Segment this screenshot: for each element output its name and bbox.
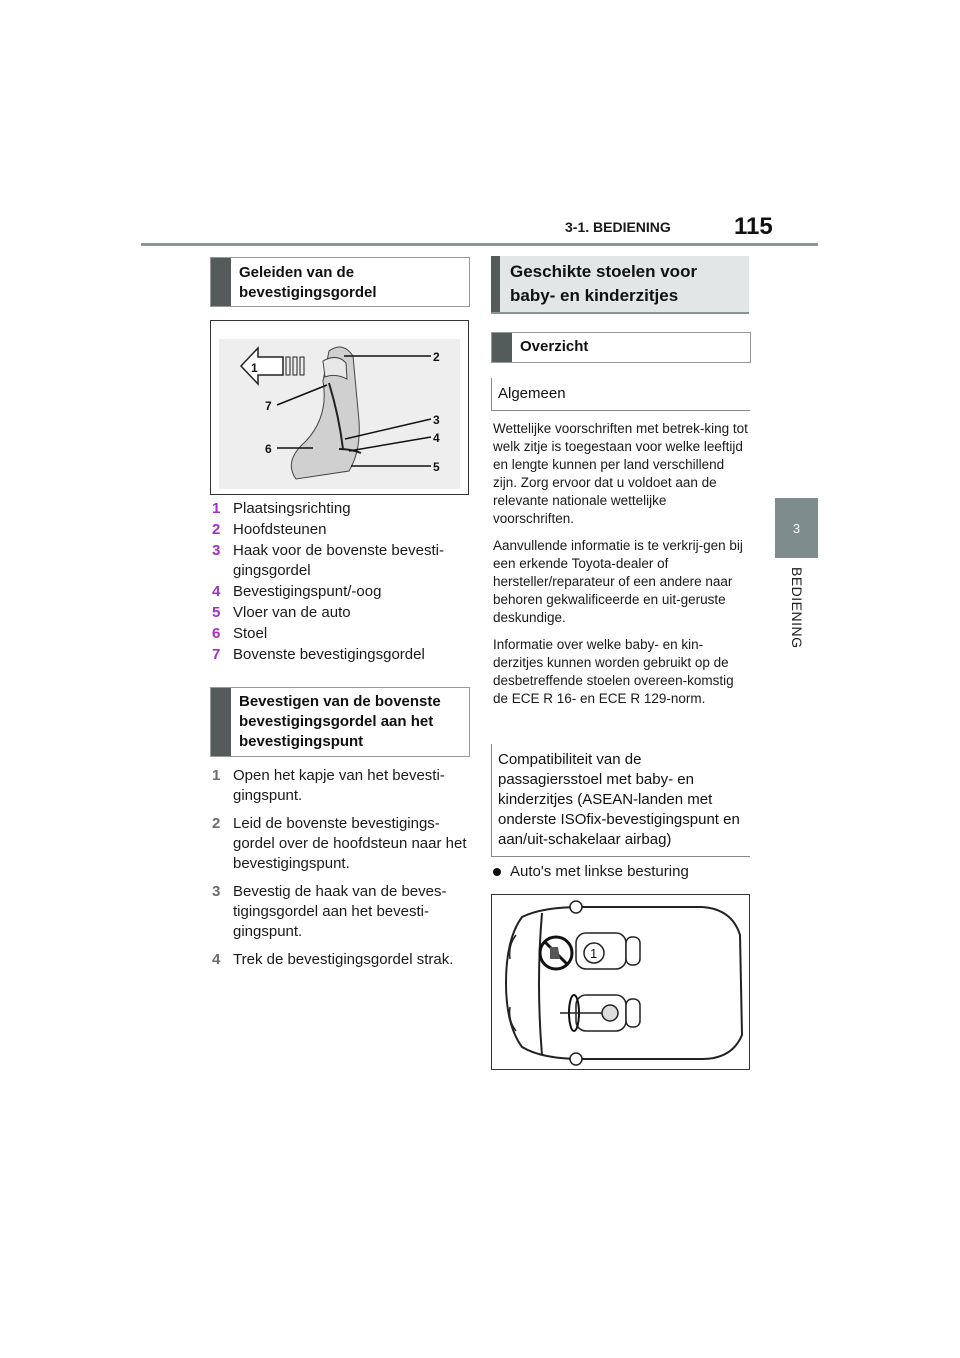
legend-item: 3 Haak voor de bovenste bevesti-gingsgordel <box>212 542 444 579</box>
chapter-tab <box>775 498 818 558</box>
steps-list <box>212 766 468 971</box>
legend-item: 1 Plaatsingsrichting <box>212 500 351 517</box>
subheading-general: Algemeen <box>491 378 750 411</box>
legend-item: 6 Stoel <box>212 625 268 642</box>
callout-5: 5 <box>433 460 440 474</box>
car-callout-1: 1 <box>590 946 598 961</box>
page-number: 115 <box>734 213 773 240</box>
paragraph-ece-norm: Informatie over welke baby- en kin-derzitjes kunnen worden gebruikt op de desbetreffende stoelen overeen-komstig de ECE R 16- en ECE R 129-norm. <box>493 637 734 706</box>
heading-guiding-tether: Geleiden van de bevestigingsgordel <box>210 257 470 307</box>
legend-item: 7 Bovenste bevestigingsgordel <box>212 646 425 663</box>
callout-7: 7 <box>265 399 272 413</box>
step-item: 1 Open het kapje van het bevesti-gingspunt. <box>212 767 445 804</box>
heading-overview: Overzicht <box>491 332 751 363</box>
subheading-compatibility: Compatibiliteit van de passagiersstoel met baby- en kinderzitjes (ASEAN-landen met onderste ISOfix-bevestigingspunt en aan/uit-schakelaar airbag) <box>491 744 750 857</box>
step-item: 3 Bevestig de haak van de beves-tigingsgordel aan het bevesti-gingspunt. <box>212 883 447 940</box>
driver-head <box>602 1005 618 1021</box>
callout-2: 2 <box>433 350 440 364</box>
chapter-number: 3 <box>792 520 801 536</box>
figure-car-top-view <box>491 894 750 1070</box>
callout-3: 3 <box>433 413 440 427</box>
seat-diagram <box>211 321 468 494</box>
figure-legend <box>212 499 468 666</box>
callout-6: 6 <box>265 442 272 456</box>
callout-4: 4 <box>433 431 440 445</box>
legend-item: 5 Vloer van de auto <box>212 604 351 621</box>
legend-item: 2 Hoofdsteunen <box>212 521 327 538</box>
step-item: 2 Leid de bovenste bevestigings-gordel over de hoofdsteun naar het bevestigingspunt. <box>212 815 467 872</box>
paragraph-regulations: Wettelijke voorschriften met betrek-king tot welk zitje is toegestaan voor welke leeftijd en lengte kunnen per land verschillend zijn. Zorg ervoor dat u voldoet aan de relevante nationale wettelijke voorschriften. <box>493 421 748 526</box>
header-rule <box>141 243 818 246</box>
headrest-shape <box>323 357 347 379</box>
heading-suitable-seats: Geschikte stoelen voor baby- en kinderzitjes <box>491 256 749 314</box>
heading-attach-tether: Bevestigen van de bovenste bevestigingsgordel aan het bevestigingspunt <box>210 687 470 757</box>
chapter-label: BEDIENING <box>789 567 805 649</box>
callout-1: 1 <box>251 361 258 375</box>
bullet-icon <box>493 868 501 876</box>
paragraph-dealer-info: Aanvullende informatie is te verkrij-gen bij een erkende Toyota-dealer of hersteller/reparateur of een andere naar behoren gekwalificeerde en uit-geruste deskundige. <box>493 538 743 625</box>
step-item: 4 Trek de bevestigingsgordel strak. <box>212 951 454 968</box>
section-title: 3-1. BEDIENING <box>565 219 671 235</box>
figure-tether-routing <box>210 320 469 495</box>
car-diagram <box>492 895 749 1069</box>
bullet-left-hand-drive: Auto's met linkse besturing <box>493 863 689 880</box>
legend-item: 4 Bevestigingspunt/-oog <box>212 583 382 600</box>
